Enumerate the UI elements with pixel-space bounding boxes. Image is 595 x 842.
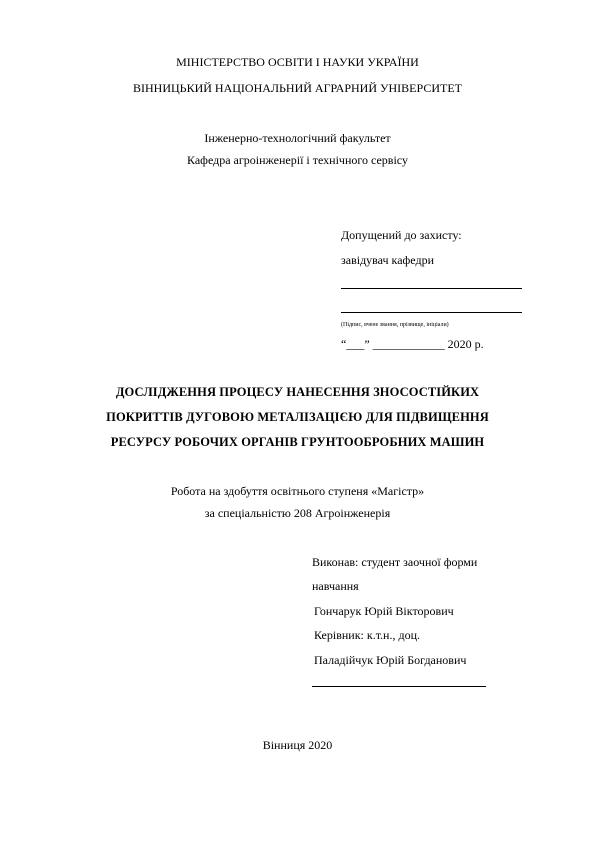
signature-line-1 <box>341 288 522 289</box>
approval-date: “___” ____________ 2020 р. <box>341 337 484 351</box>
ministry-heading: МІНІСТЕРСТВО ОСВІТИ І НАУКИ УКРАЇНИ <box>176 55 419 69</box>
supervisor-name: Паладійчук Юрій Богданович <box>314 653 467 667</box>
thesis-title-line-1: ДОСЛІДЖЕННЯ ПРОЦЕСУ НАНЕСЕННЯ ЗНОСОСТІЙКИХ <box>115 385 480 399</box>
department-name: Кафедра агроінженерії і технічного сервісу <box>187 153 408 167</box>
faculty-name: Інженерно-технологічний факультет <box>204 131 391 145</box>
thesis-title-line-3: РЕСУРСУ РОБОЧИХ ОРГАНІВ ГРУНТООБРОБНИХ МАШИН <box>110 435 485 449</box>
student-name: Гончарук Юрій Вікторович <box>314 604 454 618</box>
supervisor-label: Керівник: к.т.н., доц. <box>314 628 421 642</box>
degree-line: Робота на здобуття освітнього ступеня «Магістр» <box>170 484 425 498</box>
head-label: завідувач кафедри <box>341 253 435 267</box>
performed-by-line-2: навчання <box>312 579 359 593</box>
specialty-line: за спеціальністю 208 Агроінженерія <box>204 506 391 520</box>
university-heading: ВІННИЦЬКИЙ НАЦІОНАЛЬНИЙ АГРАРНИЙ УНІВЕРСИТЕТ <box>133 81 462 95</box>
performed-by-line-1: Виконав: студент заочної форми <box>312 555 478 569</box>
admitted-label: Допущений до захисту: <box>341 228 462 242</box>
thesis-title-line-2: ПОКРИТТІВ ДУГОВОЮ МЕТАЛІЗАЦІЄЮ ДЛЯ ПІДВИЩЕННЯ <box>106 410 489 424</box>
signature-caption: (Підпис, вчене звання, прізвище, ініціали) <box>341 322 449 328</box>
city-year: Вінниця 2020 <box>262 738 333 752</box>
supervisor-signature-line <box>312 686 486 687</box>
signature-line-2 <box>341 312 522 313</box>
